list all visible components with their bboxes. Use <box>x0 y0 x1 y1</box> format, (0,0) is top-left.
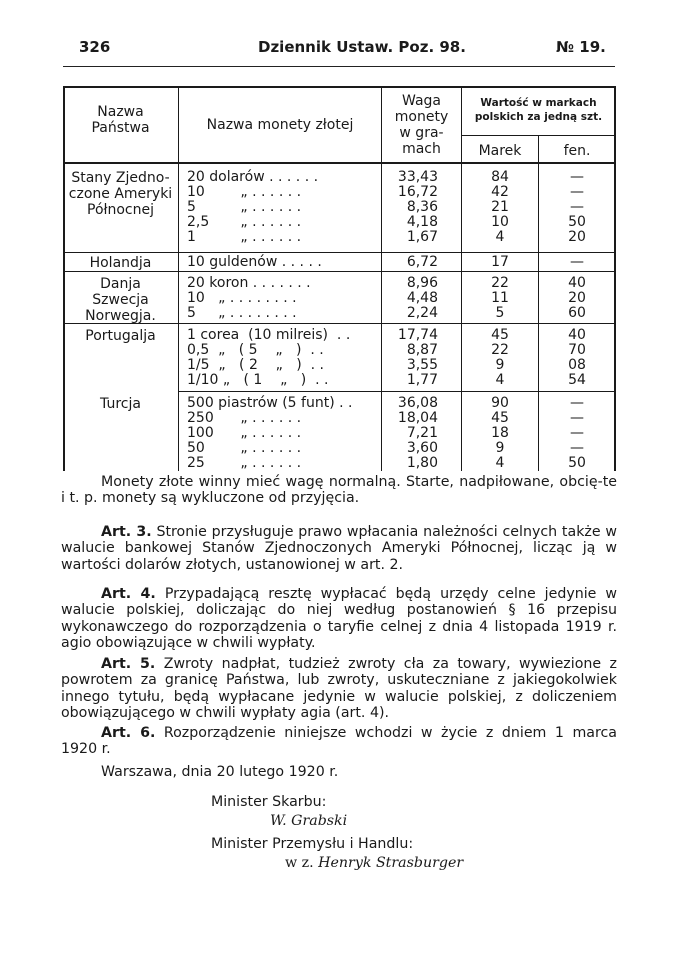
weights-scandinavia: 8,96 4,48 2,24 <box>406 275 438 321</box>
country-usa: Stany Zjedno- czone Ameryki Północnej <box>68 170 173 218</box>
article-4 <box>61 586 617 652</box>
article-3-text: Stronie przysługuje prawo wpłacania należności celnych także w walucie bankowej Stanów Zjednoczonych Ameryki Północnej, licząc ją w wartości dolarów złotych, ustanowionej w art. 2. <box>61 524 617 573</box>
minister2-name: Henryk Strasburger <box>318 855 464 871</box>
article-4-label: Art. 4. <box>101 586 156 602</box>
weights-holandja: 6,72 <box>406 254 438 270</box>
journal-title: Dziennik Ustaw. Poz. 98. <box>258 38 466 56</box>
header-pfennig: fen. <box>563 143 591 159</box>
header-coin: Nazwa monety złotej <box>206 117 354 133</box>
country-portugalja: Portugalja <box>85 328 156 344</box>
country-holandja: Holandja <box>89 255 152 271</box>
header-marks: Marek <box>478 143 522 159</box>
fen-holandja: — <box>570 254 584 270</box>
fen-portugalja: 40 70 08 54 <box>568 327 586 388</box>
minister2-signature <box>285 855 463 871</box>
weights-usa: 33,43 16,72 8,36 4,18 1,67 <box>397 169 438 245</box>
header-country: Nazwa Państwa <box>91 104 150 136</box>
country-turcja: Turcja <box>100 396 141 412</box>
article-6-label: Art. 6. <box>101 725 156 741</box>
weights-turcja: 36,08 18,04 7,21 3,60 1,80 <box>397 395 438 471</box>
coins-holandja: 10 guldenów . . . . . <box>187 254 322 270</box>
coin-table <box>63 86 615 471</box>
note-paragraph: Monety złote winny mieć wagę normalną. Starte, nadpiłowane, obcię-te i t. p. monety są wykluczone od przyjęcia. <box>61 474 617 507</box>
country-scandinavia: Danja Szwecja Norwegja. <box>85 276 156 324</box>
article-5-text: Zwroty nadpłat, tudzież zwroty cła za towary, wywiezione z powrotem za granicę Państwa, lub zwroty, uskuteczniane z jakiegokolwiek innego tytułu, będą wypłacane jedynie w walucie polskiej, z doliczeniem obowiązującego w chwili wypłaty agia (art. 4). <box>61 656 617 722</box>
coins-turcja: 500 piastrów (5 funt) . . 250 „ . . . . . . 100 „ . . . . . . 50 „ . . . . . . 25 „ . . . . . . <box>187 395 353 471</box>
article-6 <box>61 725 617 758</box>
coins-usa: 20 dolarów . . . . . . 10 „ . . . . . . 5 „ . . . . . . 2,5 „ . . . . . . 1 „ . . . . . . <box>187 169 319 245</box>
minister1-name: W. Grabski <box>270 813 348 829</box>
article-5-label: Art. 5. <box>101 656 156 672</box>
minister2-title: Minister Przemysłu i Handlu: <box>211 836 414 852</box>
header-value: Wartość w markach polskich za jedną szt. <box>474 97 603 123</box>
minister2-prefix: w z. <box>285 855 314 871</box>
article-6-text: Rozporządzenie niniejsze wchodzi w życie z dniem 1 marca 1920 r. <box>61 725 617 758</box>
header-rule <box>63 66 615 67</box>
marks-portugalja: 45 22 9 4 <box>491 327 509 388</box>
article-4-text: Przypadającą resztę wypłacać będą urzędy celne jedynie w walucie polskiej, doliczając do niej według postanowień § 16 przepisu wykonawczego do rozporządzenia o taryfie celnej z dnia 4 listopada 1919 r. agio obowiązujące w chwili wypłaty. <box>61 586 617 652</box>
fen-usa: — — — 50 20 <box>568 169 586 245</box>
issue-number: № 19. <box>556 38 606 56</box>
coins-scandinavia: 20 koron . . . . . . . 10 „ . . . . . . . . 5 „ . . . . . . . . <box>187 275 311 321</box>
place-date: Warszawa, dnia 20 lutego 1920 r. <box>101 764 339 780</box>
article-5 <box>61 656 617 722</box>
minister1-title: Minister Skarbu: <box>211 794 327 810</box>
header-weight: Waga monety w gra- mach <box>394 93 449 157</box>
page-number: 326 <box>79 38 111 56</box>
fen-scandinavia: 40 20 60 <box>568 275 586 321</box>
marks-turcja: 90 45 18 9 4 <box>491 395 509 471</box>
article-3 <box>61 524 617 573</box>
coins-portugalja: 1 corea (10 milreis) . . 0,5 „ ( 5 „ ) . . 1/5 „ ( 2 „ ) . . 1/10 „ ( 1 „ ) . . <box>187 327 351 388</box>
marks-usa: 84 42 21 10 4 <box>491 169 509 245</box>
article-3-label: Art. 3. <box>101 524 152 540</box>
marks-holandja: 17 <box>491 254 509 270</box>
marks-scandinavia: 22 11 5 <box>491 275 509 321</box>
weights-portugalja: 17,74 8,87 3,55 1,77 <box>397 327 438 388</box>
fen-turcja: — — — — 50 <box>568 395 586 471</box>
